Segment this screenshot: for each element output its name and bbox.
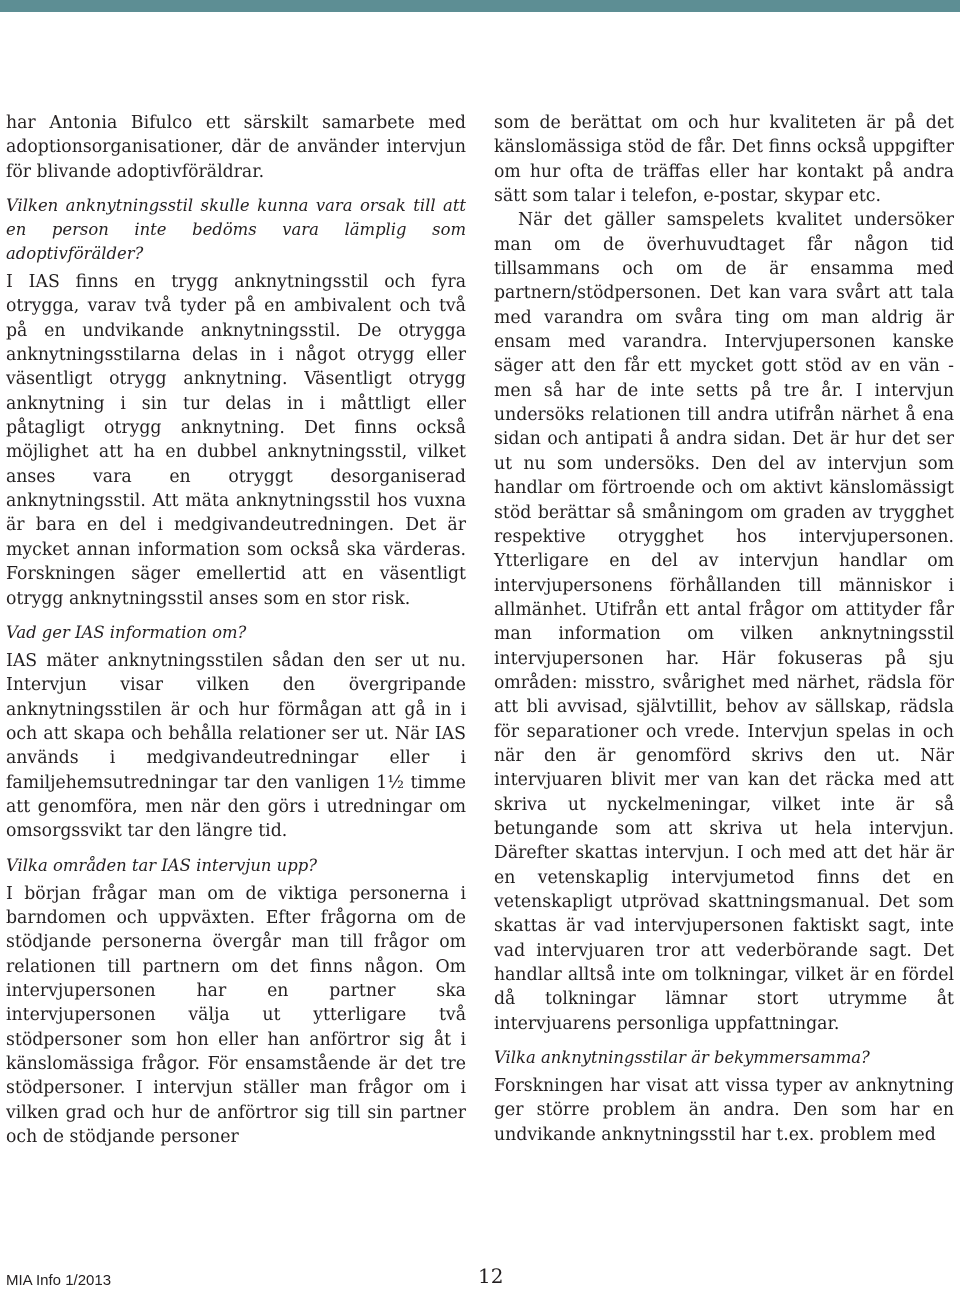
right-question-1: Vilka anknytningsstilar är bekymmersamma? — [494, 1048, 870, 1068]
footer-magazine-issue: MIA Info 1/2013 — [6, 1272, 112, 1289]
left-paragraph-3: IAS mäter anknytningsstilen sådan den ser ut nu. Intervjun visar vilken den övergripande anknytningsstilen är och hur förmågan att gå in i och att skapa och behålla relationer ser ut. När IAS används i medgivandeutredningar eller i familjehemsutredningar tar den vanligen 1½ timme att genomföra, men när den görs i utredningar om omsorgssvikt tar den längre tid. — [6, 650, 466, 842]
right-paragraph-2: När det gäller samspelets kvalitet undersöker man om de överhuvudtaget får någon tid tillsammans och om de är ensamma med partnern/stödpersonen. Det kan vara svårt att tala med varandra om svåra ting om man aldrig är ensam med varandra. Intervjupersonen kanske säger att den får ett mycket gott stöd av en vän - men så har de inte setts på tre år. I intervjun undersöks relationen till andra utifrån närhet å ena sidan och antipati å andra sidan. Det är hur det ser ut nu som undersöks. Den del av intervjun som handlar om förtroende och om aktivt känslomässigt stöd berättar så småningom om graden av trygghet respektive otrygghet hos intervjupersonen. Ytterligare en del av intervjun handlar om intervjupersonens förhållanden till människor i allmänhet. Utifrån ett antal frågor om attityder får man information om vilken anknytningsstil intervjupersonen har. Här fokuseras på sju områden: misstro, svårighet med närhet, rädsla för att bli avvisad, självtillit, behov av sällskap, rädsla för separationer och vrede. Intervjun spelas in och när den är genomförd skrivs den ut. När intervjuaren blivit mer van kan det räcka med att skriva ut nyckelmeningar, vilket inte är så betungande som att skriva ut hela intervjun. Därefter skattas intervjun. I och med att det här är en vetenskaplig intervjumetod finns det en vetenskapligt utprövad skattningsmanual. Det som skattas är vad intervjupersonen faktiskt sagt, inte vad intervjuaren tror att vederbörande sagt. Det handlar alltså inte om tolkningar, vilket är en fördel då tolkningar lämnar stort utrymme åt intervjuarens personliga uppfattningar. — [494, 210, 954, 1034]
left-paragraph-4: I början frågar man om de viktiga personerna i barndomen och uppväxten. Efter frågorna om de stödjande personerna övergår man till frågor om relationen till partnern om det finns någon. Om intervjupersonen har en partner ska intervjupersonen välja ut ytterligare två stödpersoner som hon eller han anförtror sig åt i känslomässiga frågor. För ensamstående är det tre stödpersoner. I intervjun ställer man frågor om i vilken grad och hur de anförtror sig till sin partner och de stödjande personer — [6, 883, 466, 1148]
right-column — [494, 111, 954, 1147]
left-question-3: Vilka områden tar IAS intervjun upp? — [6, 855, 317, 875]
left-paragraph-2: I IAS finns en trygg anknytningsstil och fyra otrygga, varav två tyder på en ambivalent och två på en undvikande anknytningsstil. De otrygga anknytningsstilarna delas in i något otrygg eller väsentligt otrygg anknytning. Väsentligt otrygg anknytning i sin tur delas in i måttligt eller påtagligt otrygg anknytning. Det finns också möjlighet att ha en dubbel anknytningsstil, vilket anses vara en otryggt desorganiserad anknytningsstil. Att mäta anknytningsstil hos vuxna är bara en del i medgivandeutredningen. Det är mycket annan information som också ska värderas. Forskningen säger emellertid att en väsentligt otrygg anknytningsstil anses som en stor risk. — [6, 272, 466, 609]
left-question-2: Vad ger IAS information om? — [6, 622, 247, 642]
right-paragraph-1: som de berättat om och hur kvaliteten är på det känslomässiga stöd de får. Det finns också uppgifter om hur ofta de träffas eller har kontakt på andra sätt som talar i telefon, e-postar, skypar etc. — [494, 113, 954, 207]
left-question-1: Vilken anknytningsstil skulle kunna vara orsak till att en person inte bedöms vara lämplig som adoptivförälder? — [6, 196, 466, 264]
right-paragraph-3: Forskningen har visat att vissa typer av anknytning ger större problem än andra. Den som har en undvikande anknytningsstil har t.ex. problem med — [494, 1076, 954, 1145]
left-column — [6, 111, 466, 1149]
left-paragraph-1: har Antonia Bifulco ett särskilt samarbete med adoptionsorganisationer, där de använder intervjun för blivande adoptivföräldrar. — [6, 113, 466, 182]
top-color-rule — [0, 0, 960, 12]
footer-page-number: 12 — [478, 1264, 504, 1288]
